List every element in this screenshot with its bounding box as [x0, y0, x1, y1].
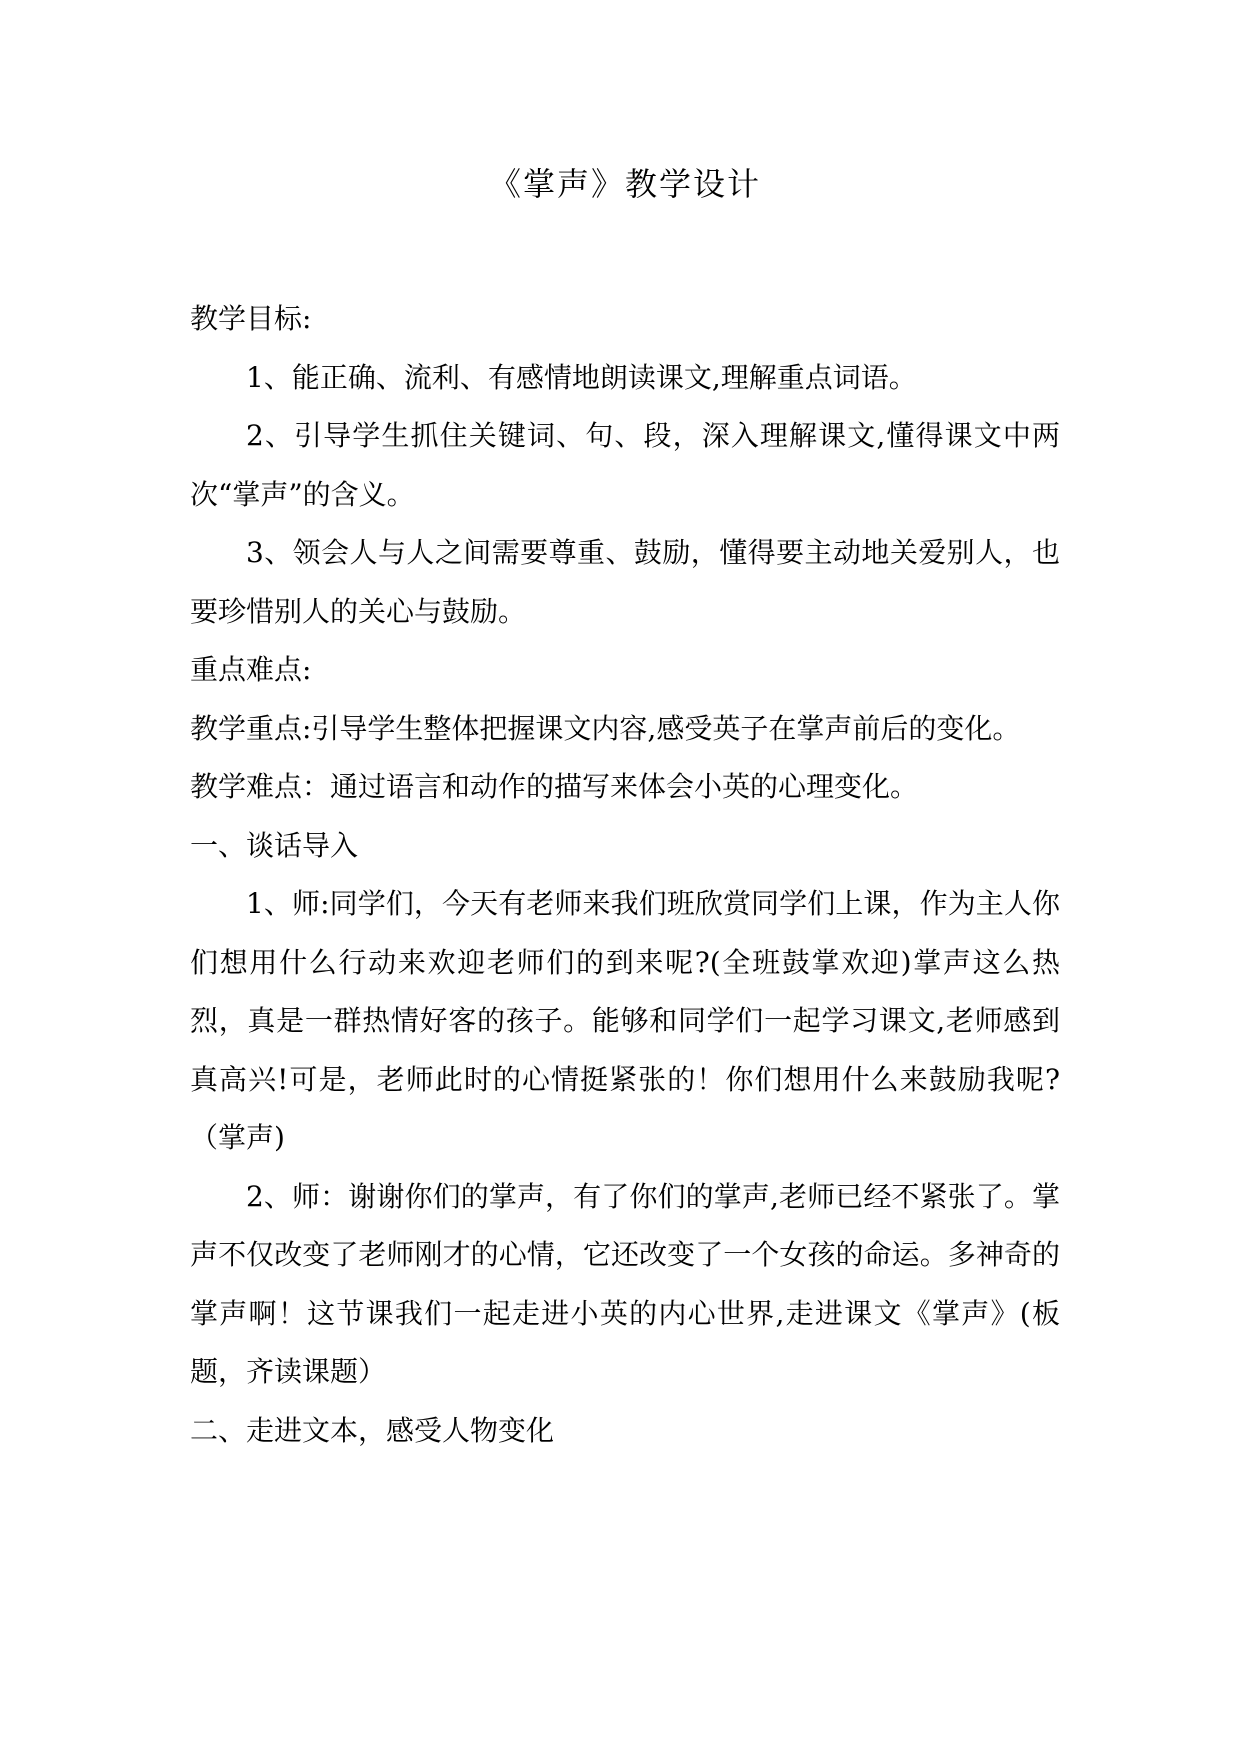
- document-title: 《掌声》教学设计: [488, 165, 761, 203]
- objective-2: 2、引导学生抓住关键词、句、段，深入理解课文,懂得课文中两次“掌声”的含义。: [190, 419, 1060, 511]
- key-point-focus: 教学重点:引导学生整体把握课文内容,感受英子在掌声前后的变化。: [190, 711, 1021, 745]
- key-point-difficulty: 教学难点：通过语言和动作的描写来体会小英的心理变化。: [190, 770, 919, 803]
- section-heading-objectives: 教学目标:: [190, 302, 312, 335]
- introduction-step-2: 2、师：谢谢你们的掌声，有了你们的掌声,老师已经不紧张了。掌声不仅改变了老师刚才的心情，它还改变了一个女孩的命运。多神奇的掌声啊！这节课我们一起走进小英的内心世界,走进课文《掌声》(板题，齐读课题）: [190, 1179, 1060, 1388]
- introduction-step-1: 1、师:同学们，今天有老师来我们班欣赏同学们上课，作为主人你们想用什么行动来欢迎老师们的到来呢?(全班鼓掌欢迎)掌声这么热烈，真是一群热情好客的孩子。能够和同学们一起学习课文,老师感到真高兴!可是，老师此时的心情挺紧张的！你们想用什么来鼓励我呢?（掌声): [190, 887, 1060, 1154]
- section-heading-key-points: 重点难点:: [190, 653, 312, 686]
- section-heading-text-study: 二、走进文本，感受人物变化: [190, 1413, 555, 1447]
- section-heading-introduction: 一、谈话导入: [190, 828, 359, 862]
- document-page: [190, 0, 1060, 1754]
- objective-1: 1、能正确、流利、有感情地朗读课文,理解重点词语。: [246, 360, 917, 394]
- document-body: [190, 290, 1060, 1460]
- objective-3: 3、领会人与人之间需要尊重、鼓励，懂得要主动地关爱别人，也要珍惜别人的关心与鼓励。: [190, 536, 1060, 628]
